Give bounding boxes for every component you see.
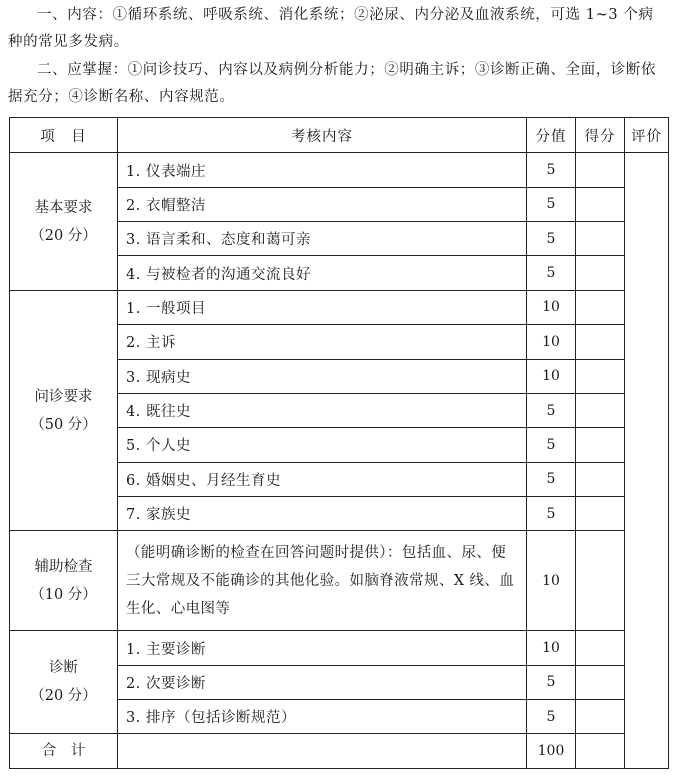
table-row: [10, 631, 669, 665]
row-points: 5: [527, 393, 576, 427]
score-cell[interactable]: [576, 359, 625, 393]
row-number: 1.: [126, 163, 141, 180]
row-text: 排序（包括诊断规范）: [146, 710, 296, 727]
row-text: 衣帽整洁: [146, 197, 206, 214]
row-text: 仪表端庄: [146, 163, 206, 180]
row-number: 3.: [126, 369, 141, 386]
header-score: 得分: [576, 118, 625, 153]
score-cell[interactable]: [576, 631, 625, 665]
score-cell[interactable]: [576, 462, 625, 496]
row-number: 2.: [126, 335, 141, 352]
row-points: 5: [527, 496, 576, 530]
row-number: 4.: [126, 266, 141, 283]
intro-paragraph-requirements: 二、应掌握：①问诊技巧、内容以及病例分析能力；②明确主诉；③诊断正确、全面，诊断依据充分；④诊断名称、内容规范。: [8, 62, 657, 105]
row-number: 7.: [126, 507, 141, 524]
row-text: 婚姻史、月经生育史: [146, 472, 281, 489]
row-points: 10: [527, 290, 576, 324]
row-text: 一般项目: [146, 300, 206, 317]
category-diagnosis: [10, 631, 118, 734]
score-cell[interactable]: [576, 325, 625, 359]
row-content: [118, 393, 527, 427]
category-inquiry: [10, 290, 118, 531]
total-row: [10, 734, 669, 769]
row-points: 10: [527, 359, 576, 393]
row-points: 10: [527, 325, 576, 359]
score-cell[interactable]: [576, 428, 625, 462]
row-points: 5: [527, 187, 576, 221]
row-number: 1.: [126, 300, 141, 317]
row-points: 5: [527, 153, 576, 187]
score-cell[interactable]: [576, 256, 625, 290]
intro-paragraph-content: 一、内容：①循环系统、呼吸系统、消化系统；②泌尿、内分泌及血液系统，可选 1~3 个病种的常见多发病。: [8, 7, 654, 50]
row-content: [118, 462, 527, 496]
row-text: 主要诊断: [146, 641, 206, 658]
row-content: [118, 290, 527, 324]
row-points: 10: [527, 631, 576, 665]
row-content: [118, 153, 527, 187]
evaluation-cell[interactable]: [625, 153, 669, 769]
row-points: 10: [527, 531, 576, 631]
category-name: 辅助检查: [34, 558, 93, 575]
table-row: [10, 153, 669, 187]
total-label: 合 计: [10, 734, 118, 769]
score-cell[interactable]: [576, 393, 625, 427]
table-row: [10, 290, 669, 324]
score-cell[interactable]: [576, 665, 625, 699]
row-content: [118, 428, 527, 462]
row-number: 2.: [126, 675, 141, 692]
score-cell[interactable]: [576, 290, 625, 324]
row-points: 5: [527, 256, 576, 290]
row-text: 与被检者的沟通交流良好: [146, 266, 311, 283]
total-score-cell[interactable]: [576, 734, 625, 769]
row-number: 3.: [126, 710, 141, 727]
row-points: 5: [527, 428, 576, 462]
exam-scoring-table: [9, 117, 669, 769]
row-points: 5: [527, 462, 576, 496]
category-name: 问诊要求: [34, 388, 93, 405]
total-content-cell: [118, 734, 527, 769]
row-text: 既往史: [146, 404, 191, 421]
score-cell[interactable]: [576, 496, 625, 530]
row-text: 个人史: [146, 438, 191, 455]
header-evaluation: 评价: [625, 118, 669, 153]
auxiliary-content-text: （能明确诊断的检查在回答问题时提供）：包括血、尿、便三大常规及不能确诊的其他化验。如脑脊液常规、X 线、血生化、心电图等: [118, 531, 527, 631]
score-cell[interactable]: [576, 700, 625, 734]
category-name: 基本要求: [34, 199, 93, 216]
score-cell[interactable]: [576, 531, 625, 631]
row-number: 5.: [126, 438, 141, 455]
header-item: 项 目: [10, 118, 118, 153]
row-text: 主诉: [146, 335, 176, 352]
row-text: 家族史: [146, 507, 191, 524]
row-content: [118, 256, 527, 290]
row-content: [118, 187, 527, 221]
row-points: 5: [527, 222, 576, 256]
row-content: [118, 496, 527, 530]
total-points: 100: [527, 734, 576, 769]
row-content: [118, 359, 527, 393]
header-content: 考核内容: [118, 118, 527, 153]
row-content: [118, 222, 527, 256]
category-points: （20 分）: [30, 688, 97, 705]
row-text: 语言柔和、态度和蔼可亲: [146, 232, 311, 249]
row-text: 现病史: [146, 369, 191, 386]
row-points: 5: [527, 665, 576, 699]
score-cell[interactable]: [576, 153, 625, 187]
row-text: 次要诊断: [146, 675, 206, 692]
category-points: （10 分）: [30, 586, 97, 603]
row-content: [118, 325, 527, 359]
row-number: 1.: [126, 641, 141, 658]
row-points: 5: [527, 700, 576, 734]
header-points: 分值: [527, 118, 576, 153]
row-content: [118, 631, 527, 665]
category-name: 诊断: [49, 660, 78, 677]
row-number: 4.: [126, 404, 141, 421]
row-number: 3.: [126, 232, 141, 249]
category-points: （50 分）: [30, 416, 97, 433]
category-auxiliary: [10, 531, 118, 631]
table-header-row: [10, 118, 669, 153]
score-cell[interactable]: [576, 187, 625, 221]
row-number: 6.: [126, 472, 141, 489]
score-cell[interactable]: [576, 222, 625, 256]
row-content: [118, 700, 527, 734]
row-content: [118, 665, 527, 699]
category-points: （20 分）: [30, 227, 97, 244]
category-basic: [10, 153, 118, 290]
table-row: [10, 531, 669, 631]
row-number: 2.: [126, 197, 141, 214]
